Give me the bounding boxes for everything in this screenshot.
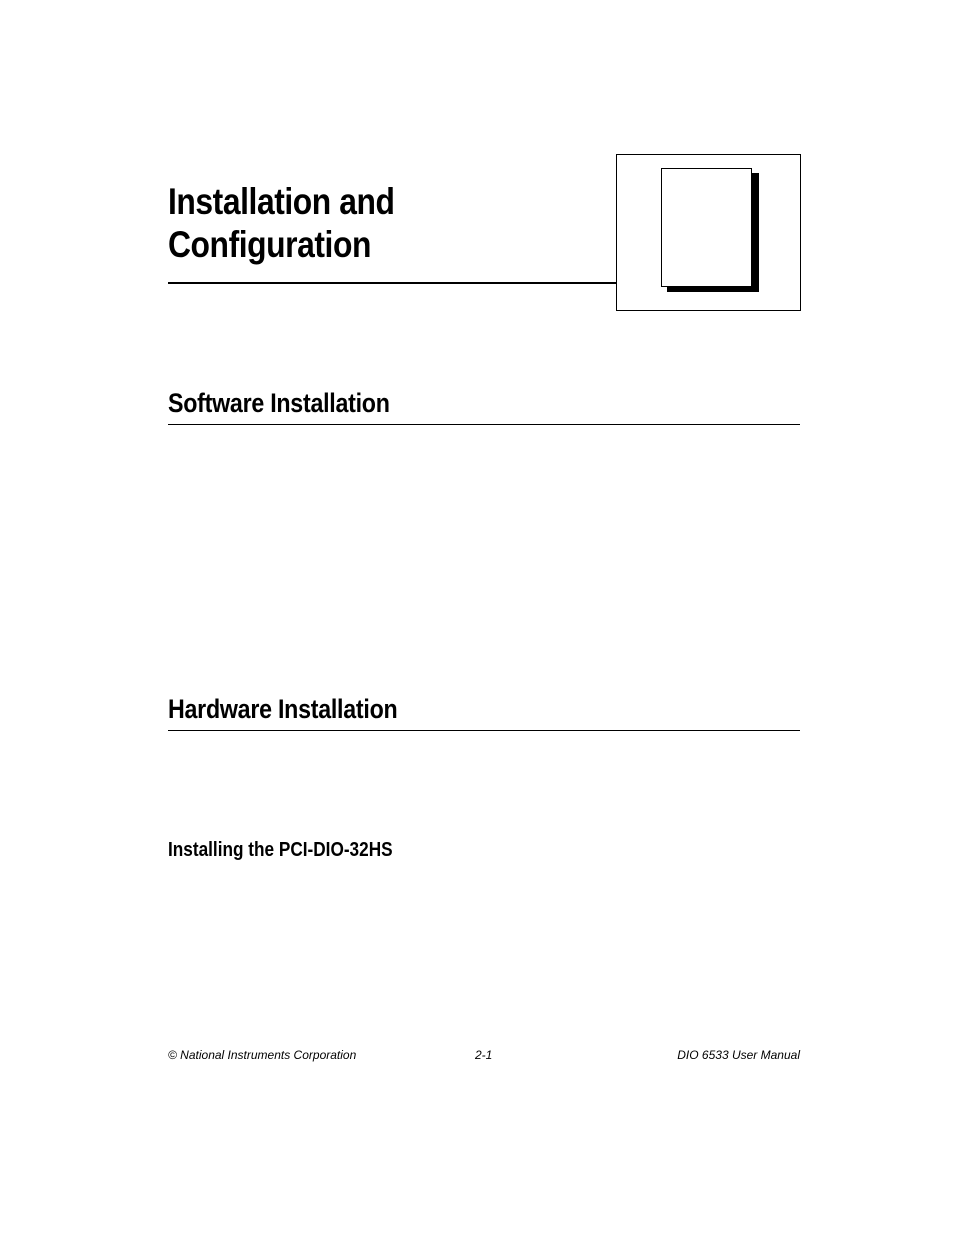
subsection-heading-installing-pci-dio-32hs: Installing the PCI-DIO-32HS [168, 839, 393, 861]
section-heading-hardware-installation: Hardware Installation [168, 694, 398, 724]
section-heading-software-installation: Software Installation [168, 388, 390, 418]
chapter-title [168, 180, 394, 266]
footer-manual-title: DIO 6533 User Manual [677, 1048, 800, 1062]
chapter-title-line-1: Installation and [168, 181, 395, 222]
chapter-title-rule [168, 282, 617, 284]
chapter-title-line-2: Configuration [168, 224, 371, 265]
footer-page-number: 2-1 [475, 1048, 493, 1062]
chapter-page-icon [661, 168, 752, 287]
section-rule-hardware [168, 730, 800, 731]
section-rule-software [168, 424, 800, 425]
footer-copyright: © National Instruments Corporation [168, 1048, 357, 1062]
